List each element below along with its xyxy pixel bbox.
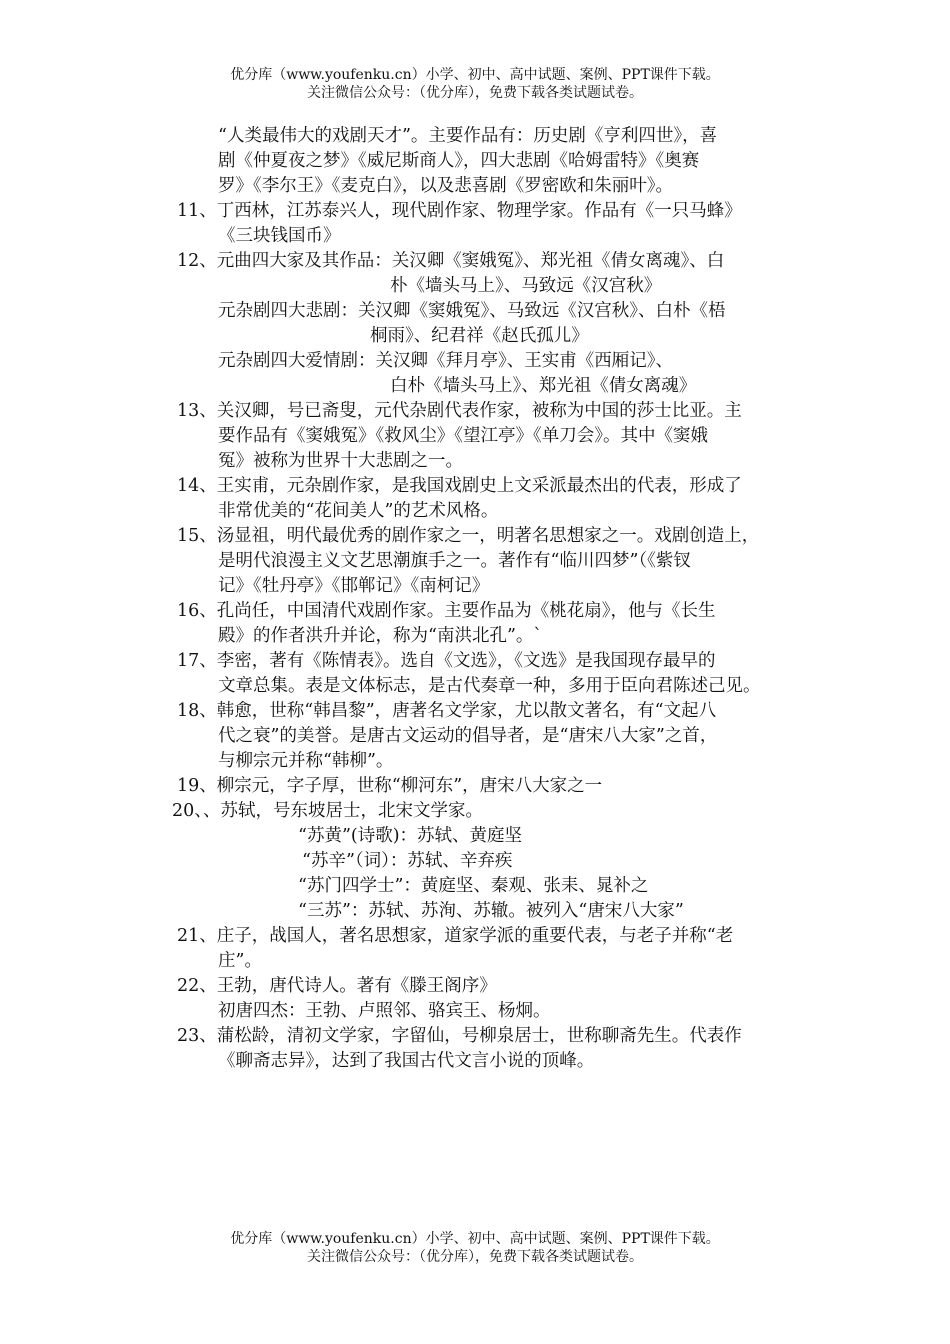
body-line: 18、韩愈，世称“韩昌黎”，唐著名文学家，尤以散文著名，有“文起八 — [177, 701, 717, 721]
body-line: 非常优美的“花间美人”的艺术风格。 — [218, 501, 499, 521]
footer-line-1: 优分库（www.youfenku.cn）小学、初中、高中试题、案例、PPT课件下载。 — [230, 1231, 720, 1247]
body-line: 16、孔尚任，中国清代戏剧作家。主要作品为《桃花扇》，他与《长生 — [177, 601, 716, 621]
body-line: 罗》《李尔王》《麦克白》，以及悲喜剧《罗密欧和朱丽叶》。 — [218, 176, 673, 196]
body-line: 文章总集。表是文体标志，是古代奏章一种，多用于臣向君陈述己见。 — [218, 676, 761, 696]
body-line: 元杂剧四大悲剧：关汉卿《窦娥冤》、马致远《汉宫秋》、白朴《梧 — [218, 301, 726, 321]
body-line: 《三块钱国币》 — [218, 226, 341, 246]
body-line: “苏辛”（词）：苏轼、辛弃疾 — [302, 851, 513, 871]
body-line: “三苏”：苏轼、苏洵、苏辙。被列入“唐宋八大家” — [298, 901, 684, 921]
body-line: 朴《墙头马上》、马致远《汉宫秋》 — [390, 276, 662, 296]
body-line: “人类最伟大的戏剧天才”。主要作品有：历史剧《亨利四世》，喜 — [218, 126, 718, 146]
body-line: 21、庄子，战国人，著名思想家，道家学派的重要代表，与老子并称“老 — [177, 926, 734, 946]
header-line-2: 关注微信公众号：（优分库），免费下载各类试题试卷。 — [307, 85, 643, 101]
body-line: 要作品有《窦娥冤》《救风尘》《望江亭》《单刀会》。其中《窦娥 — [218, 426, 708, 446]
body-line: 《聊斋志异》，达到了我国古代文言小说的顶峰。 — [218, 1051, 595, 1071]
body-line: 11、丁西林，江苏泰兴人，现代剧作家、物理学家。作品有《一只马蜂》 — [177, 201, 742, 221]
body-line: 12、元曲四大家及其作品：关汉卿《窦娥冤》、郑光祖《倩女离魂》、白 — [177, 251, 725, 271]
page-footer — [0, 1230, 950, 1266]
body-line: 剧《仲夏夜之梦》《威尼斯商人》，四大悲剧《哈姆雷特》《奥赛 — [218, 151, 700, 171]
body-line: 是明代浪漫主义文艺思潮旗手之一。著作有“临川四梦”（《紫钗 — [218, 551, 691, 571]
body-line: 14、王实甫，元杂剧作家，是我国戏剧史上文采派最杰出的代表，形成了 — [177, 476, 742, 496]
body-line: 代之衰”的美誉。是唐古文运动的倡导者，是“唐宋八大家”之首， — [218, 726, 718, 746]
body-line: 19、柳宗元，字子厚，世称“柳河东”，唐宋八大家之一 — [177, 776, 603, 796]
body-line: 17、李密，著有《陈情表》。选自《文选》，《文选》是我国现存最早的 — [177, 651, 716, 671]
body-line: 记》《牡丹亭》《邯郸记》《南柯记》 — [218, 576, 490, 596]
body-line: 元杂剧四大爱情剧：关汉卿《拜月亭》、王实甫《西厢记》、 — [218, 351, 673, 371]
body-line: 初唐四杰：王勃、卢照邻、骆宾王、杨炯。 — [218, 1001, 551, 1021]
body-line: “苏门四学士”：黄庭坚、秦观、张耒、晁补之 — [298, 876, 649, 896]
body-line: 殿》的作者洪升并论，称为“南洪北孔”。` — [218, 626, 543, 646]
body-line: 白朴《墙头马上》、郑光祖《倩女离魂》 — [390, 376, 697, 396]
body-line: 与柳宗元并称“韩柳”。 — [218, 751, 394, 771]
footer-line-2: 关注微信公众号：（优分库），免费下载各类试题试卷。 — [307, 1249, 643, 1265]
body-line: 庄”。 — [218, 951, 262, 971]
page-header — [0, 66, 950, 102]
body-line: 13、关汉卿，号已斋叟，元代杂剧代表作家，被称为中国的莎士比亚。主 — [177, 401, 742, 421]
body-line: 15、汤显祖，明代最优秀的剧作家之一，明著名思想家之一。戏剧创造上， — [177, 526, 760, 546]
body-line: 20、、苏轼，号东坡居士，北宋文学家。 — [172, 801, 484, 821]
body-line: 桐雨》、纪君祥《赵氏孤儿》 — [370, 326, 589, 346]
body-line: 冤》被称为世界十大悲剧之一。 — [218, 451, 463, 471]
body-line: 22、王勃，唐代诗人。著有《滕王阁序》 — [177, 976, 497, 996]
body-line: 23、蒲松龄，清初文学家，字留仙，号柳泉居士，世称聊斋先生。代表作 — [177, 1026, 742, 1046]
header-line-1: 优分库（www.youfenku.cn）小学、初中、高中试题、案例、PPT课件下载。 — [230, 67, 720, 83]
body-line: “苏黄”(诗歌)：苏轼、黄庭坚 — [298, 826, 523, 846]
